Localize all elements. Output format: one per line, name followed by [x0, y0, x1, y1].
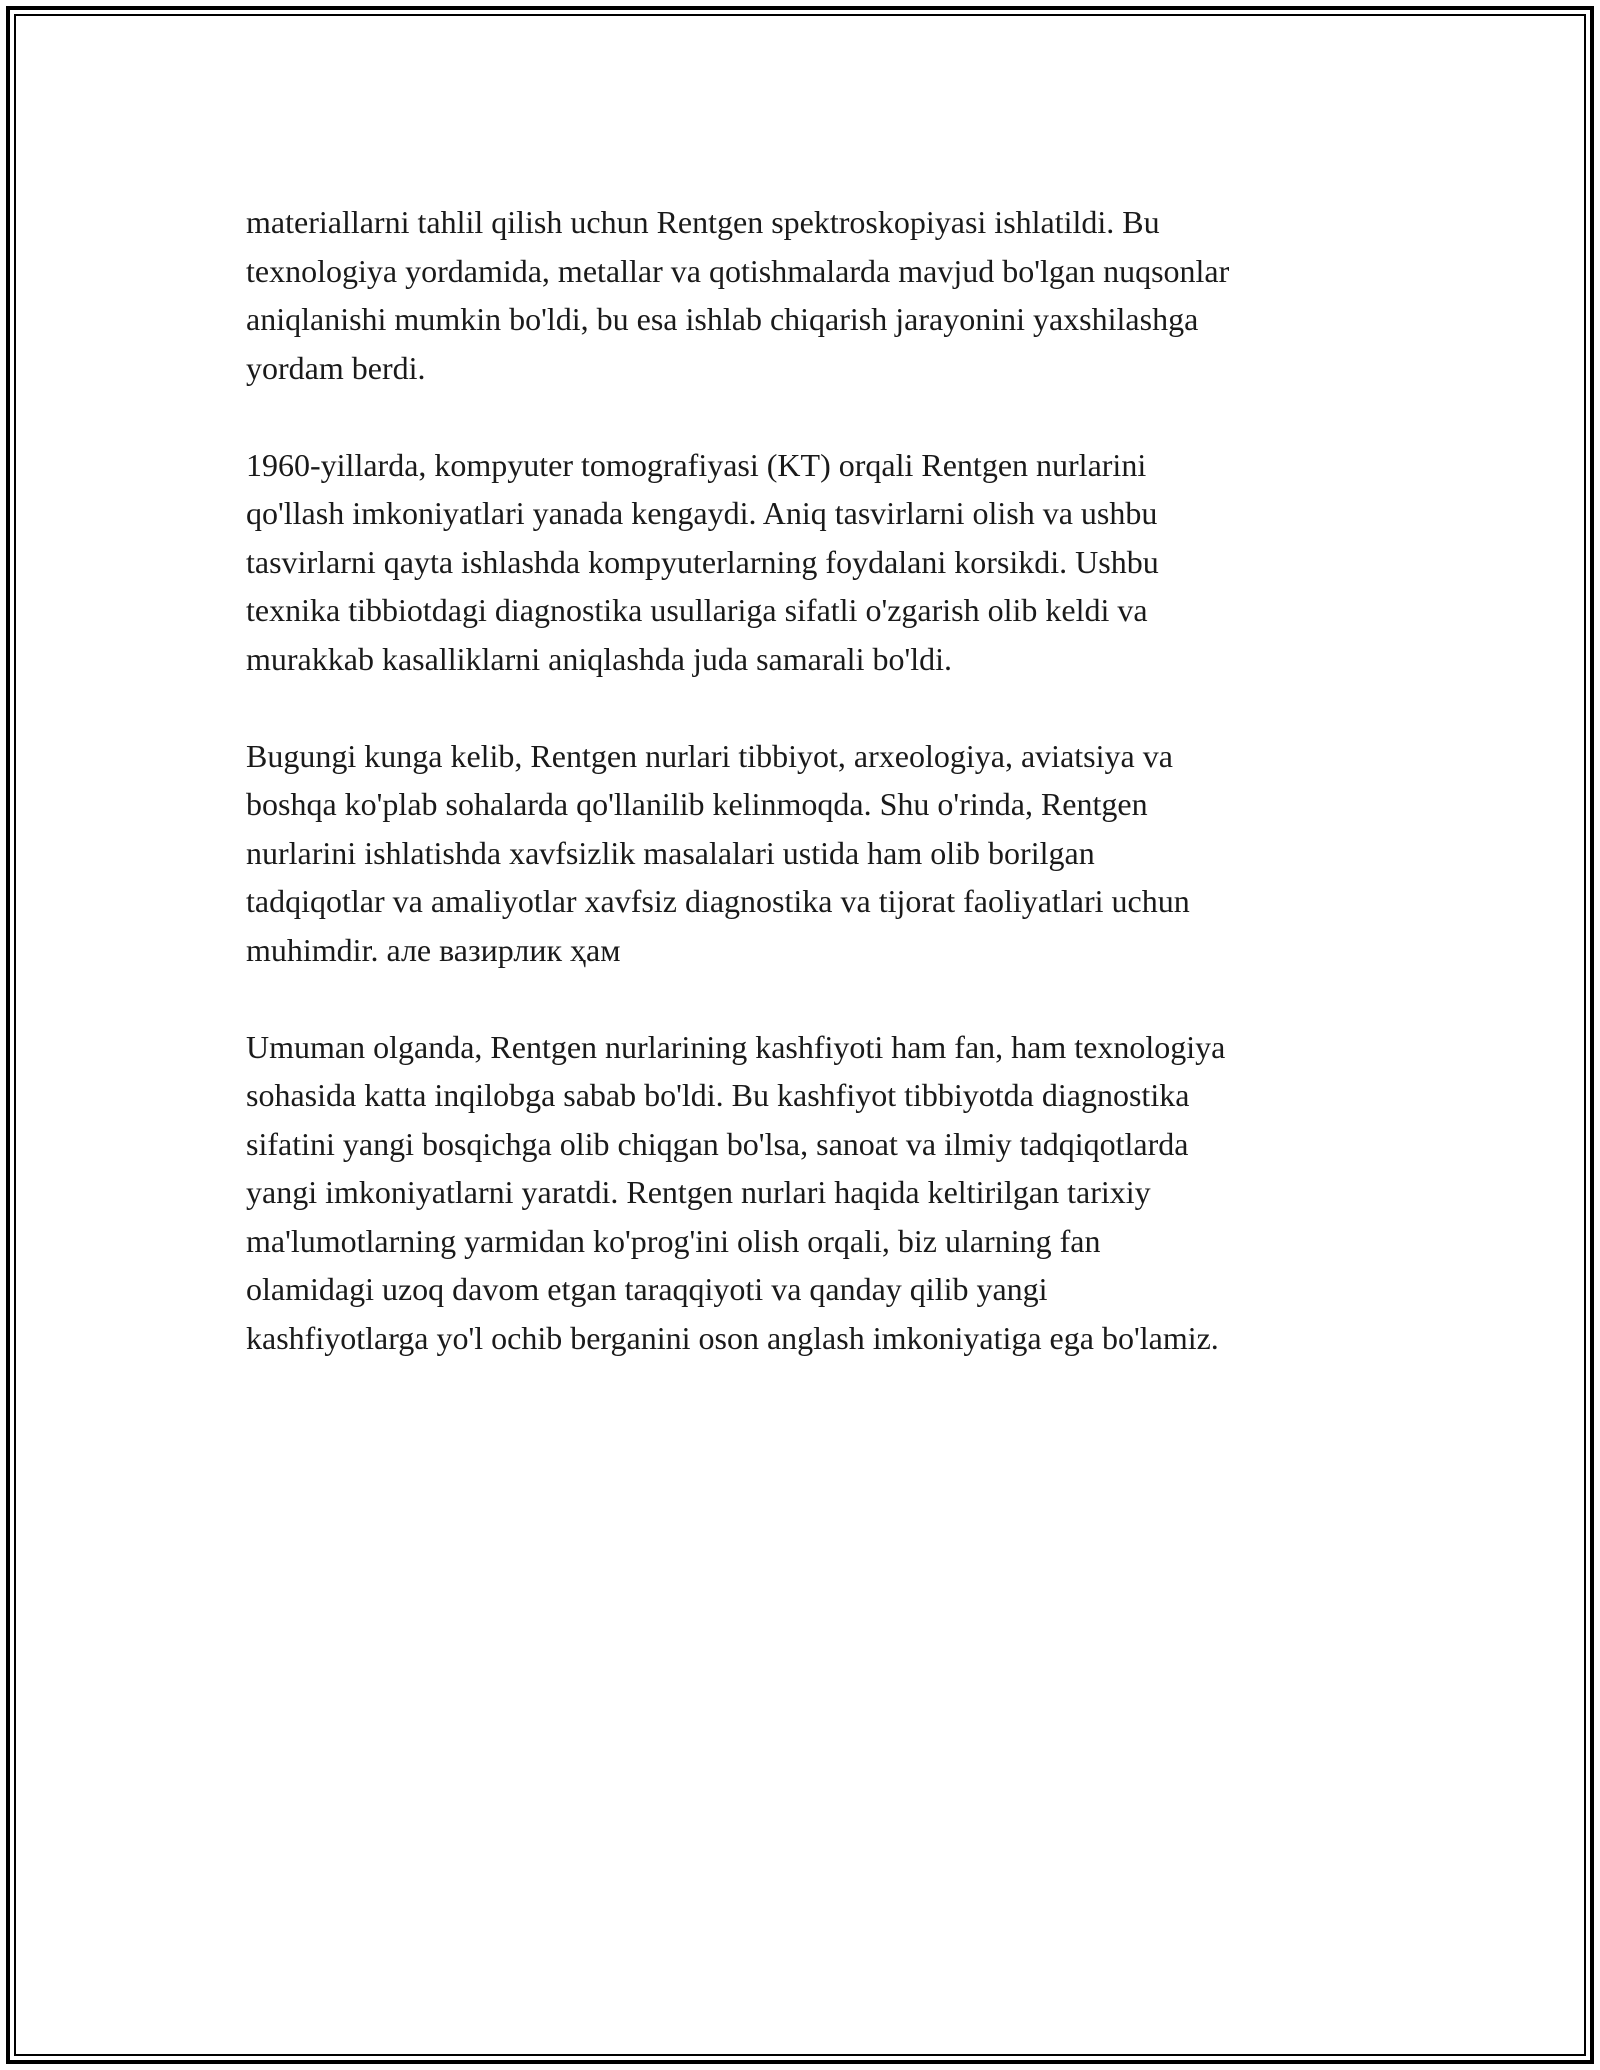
text-line: qo'llash imkoniyatlari yanada kengaydi. Aniq tasvirlarni olish va ushbu — [246, 495, 1158, 531]
text-line: materiallarni tahlil qilish uchun Rentgen spektroskopiyasi ishlatildi. Bu — [246, 204, 1160, 240]
paragraph-spacer — [246, 974, 1426, 1023]
text-line: olamidagi uzoq davom etgan taraqqiyoti va qanday qilib yangi — [246, 1271, 1048, 1307]
page-border — [6, 6, 1594, 2064]
paragraph-1 — [246, 198, 1426, 392]
text-line: yordam berdi. — [246, 349, 426, 386]
text-line: sohasida katta inqilobga sabab bo'ldi. Bu kashfiyot tibbiyotda diagnostika — [246, 1077, 1190, 1113]
text-line: Umuman olganda, Rentgen nurlarining kashfiyoti ham fan, ham texnologiya — [246, 1028, 1226, 1065]
paragraph-2 — [246, 441, 1426, 684]
text-line: tasvirlarni qayta ishlashda kompyuterlarning foydalani korsikdi. Ushbu — [246, 543, 1159, 580]
text-line: boshqa ko'plab sohalarda qo'llanilib kelinmoqda. Shu o'rinda, Rentgen — [246, 786, 1148, 822]
paragraph-4 — [246, 1023, 1426, 1363]
document-body — [246, 198, 1426, 1362]
text-line: texnika tibbiotdagi diagnostika usullariga sifatli o'zgarish olib keldi va — [246, 592, 1148, 628]
paragraph-3 — [246, 732, 1426, 975]
text-line: muhimdir. але вазирлик ҳам — [246, 931, 621, 968]
text-line: 1960-yillarda, kompyuter tomografiyasi (KT) orqali Rentgen nurlarini — [246, 446, 1147, 483]
paragraph-spacer — [246, 683, 1426, 732]
text-line: texnologiya yordamida, metallar va qotishmalarda mavjud bo'lgan nuqsonlar — [246, 252, 1230, 289]
text-line: tadqiqotlar va amaliyotlar xavfsiz diagnostika va tijorat faoliyatlari uchun — [246, 883, 1190, 919]
paragraph-spacer — [246, 392, 1426, 441]
text-line: Bugungi kunga kelib, Rentgen nurlari tibbiyot, arxeologiya, aviatsiya va — [246, 737, 1173, 774]
text-line: yangi imkoniyatlarni yaratdi. Rentgen nurlari haqida keltirilgan tarixiy — [246, 1174, 1151, 1210]
text-line: murakkab kasalliklarni aniqlashda juda samarali bo'ldi. — [246, 640, 952, 677]
text-line: nurlarini ishlatishda xavfsizlik masalalari ustida ham olib borilgan — [246, 834, 1095, 871]
text-line: aniqlanishi mumkin bo'ldi, bu esa ishlab chiqarish jarayonini yaxshilashga — [246, 301, 1199, 337]
text-line: sifatini yangi bosqichga olib chiqgan bo'lsa, sanoat va ilmiy tadqiqotlarda — [246, 1125, 1189, 1162]
text-line: ma'lumotlarning yarmidan ko'prog'ini olish orqali, biz ularning fan — [246, 1222, 1101, 1259]
text-line: kashfiyotlarga yo'l ochib berganini oson anglash imkoniyatiga ega bo'lamiz. — [246, 1319, 1219, 1356]
